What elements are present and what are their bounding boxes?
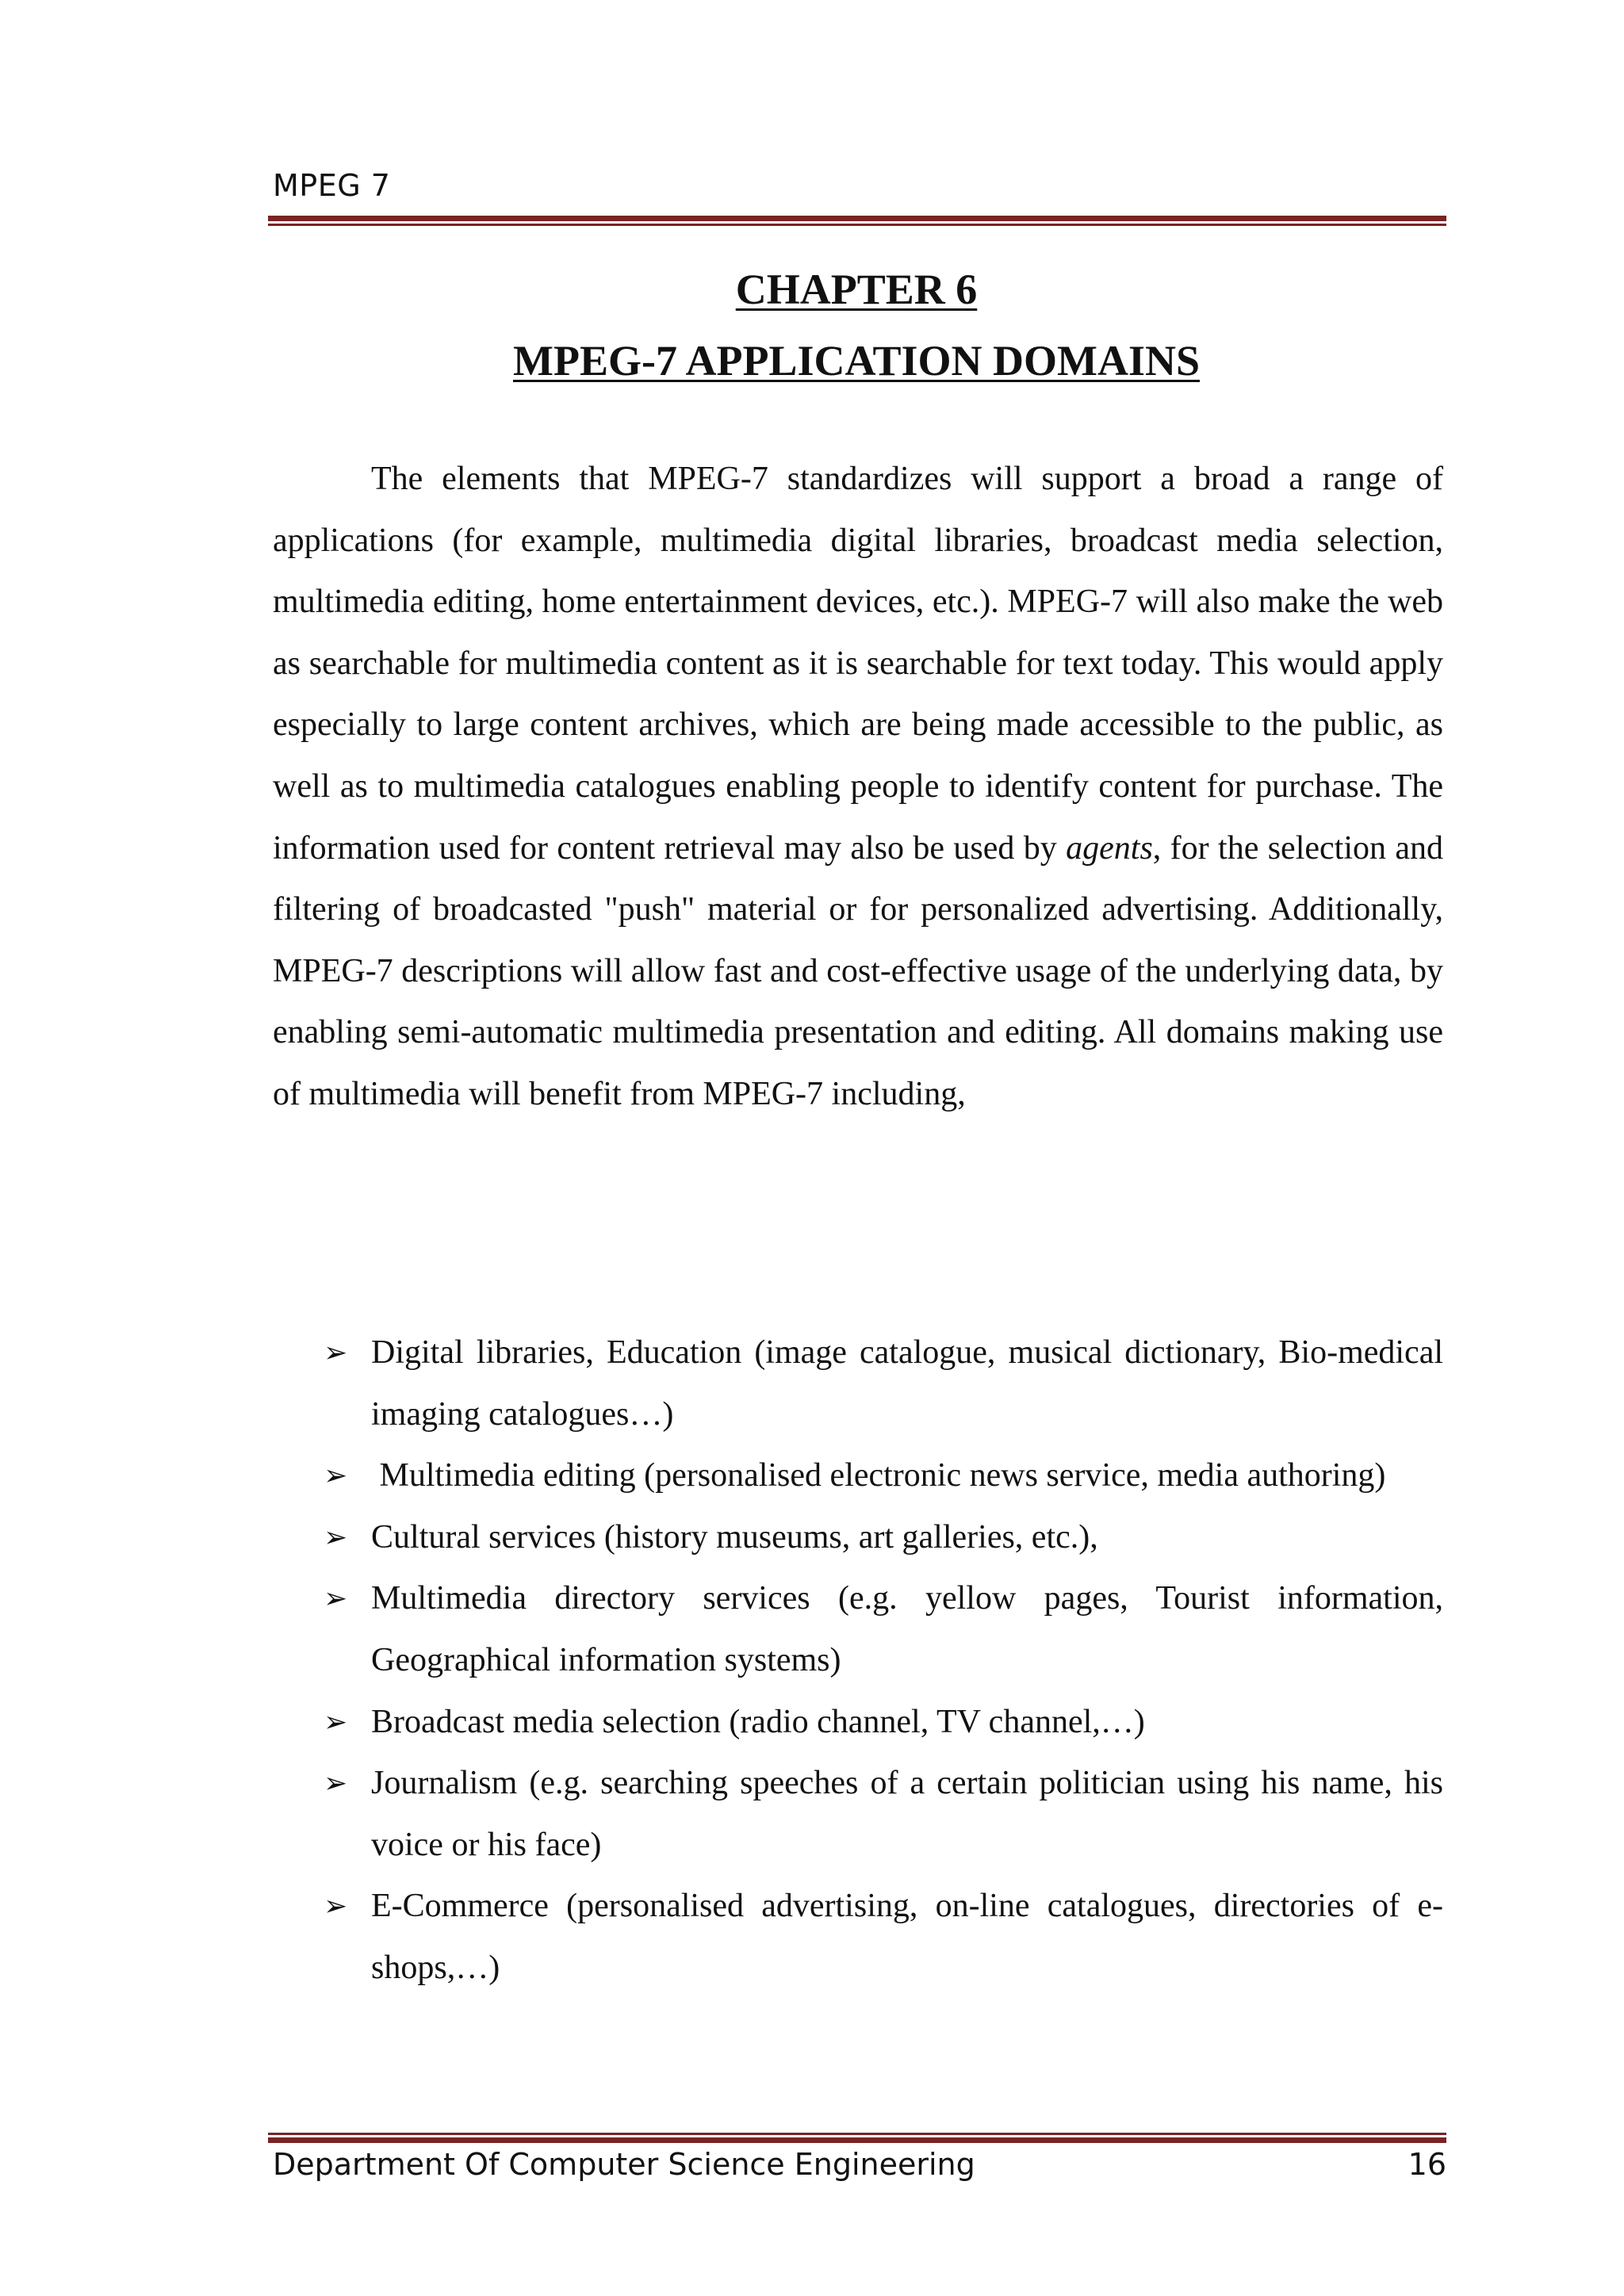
intro-paragraph-italic-term: agents xyxy=(1066,829,1153,867)
list-item xyxy=(273,1753,1443,1876)
intro-paragraph-part2: , for the selection and filtering of broadcasted "push" material or for personalized advertising. Additionally, MPEG-7 descriptions will allow fast and cost-effective usage of the underlying data, by enabling semi-automatic multimedia presentation and editing. All domains making use of multimedia will benefit from MPEG-7 including, xyxy=(273,829,1444,1112)
arrow-bullet-icon: ➢ xyxy=(324,1460,348,1493)
list-item xyxy=(273,1692,1443,1754)
header-rule-thick xyxy=(268,216,1446,221)
chapter-title-heading: MPEG-7 APPLICATION DOMAINS xyxy=(512,337,1200,385)
header-rule-thin xyxy=(268,224,1446,226)
chapter-number-heading: CHAPTER 6 xyxy=(735,266,978,313)
list-item-text: Multimedia editing (personalised electronic news service, media authoring) xyxy=(371,1457,1386,1494)
list-item xyxy=(273,1507,1443,1569)
running-header-title: MPEG 7 xyxy=(273,168,391,203)
list-item xyxy=(273,1568,1443,1691)
list-item-text: Multimedia directory services (e.g. yellow pages, Tourist information, Geographical information systems) xyxy=(371,1580,1443,1678)
list-item-text: Cultural services (history museums, art galleries, etc.), xyxy=(371,1518,1098,1556)
arrow-bullet-icon: ➢ xyxy=(324,1890,348,1923)
arrow-bullet-icon: ➢ xyxy=(324,1582,348,1616)
page-number: 16 xyxy=(1408,2147,1446,2182)
footer-rule-thick xyxy=(268,2137,1446,2143)
footer-rule-thin xyxy=(268,2133,1446,2135)
application-domains-list xyxy=(273,1322,1443,1999)
header-rule xyxy=(268,216,1446,226)
list-item-text: Digital libraries, Education (image catalogue, musical dictionary, Bio-medical imaging catalogues…) xyxy=(371,1334,1443,1433)
footer-rule xyxy=(268,2133,1446,2143)
list-item xyxy=(273,1322,1443,1445)
list-item-text: Journalism (e.g. searching speeches of a certain politician using his name, his voice or his face) xyxy=(371,1765,1443,1863)
intro-paragraph xyxy=(273,449,1443,1126)
list-item xyxy=(273,1876,1443,1999)
arrow-bullet-icon: ➢ xyxy=(324,1521,348,1554)
list-item-text: E-Commerce (personalised advertising, on-line catalogues, directories of e-shops,…) xyxy=(371,1888,1443,1986)
arrow-bullet-icon: ➢ xyxy=(324,1705,348,1739)
arrow-bullet-icon: ➢ xyxy=(324,1337,348,1369)
list-item xyxy=(273,1445,1443,1507)
arrow-bullet-icon: ➢ xyxy=(324,1767,348,1800)
footer-department: Department Of Computer Science Engineering xyxy=(273,2147,975,2182)
intro-paragraph-part1: The elements that MPEG-7 standardizes will support a broad a range of applications (for example, multimedia digital libraries, broadcast media selection, multimedia editing, home entertainment devices, etc.). MPEG-7 will also make the web as searchable for multimedia content as it is searchable for text today. This would apply especially to large content archives, which are being made accessible to the public, as well as to multimedia catalogues enabling people to identify content for purchase. The information used for content retrieval may also be used by xyxy=(273,461,1443,867)
list-item-text: Broadcast media selection (radio channel, TV channel,…) xyxy=(371,1703,1145,1740)
